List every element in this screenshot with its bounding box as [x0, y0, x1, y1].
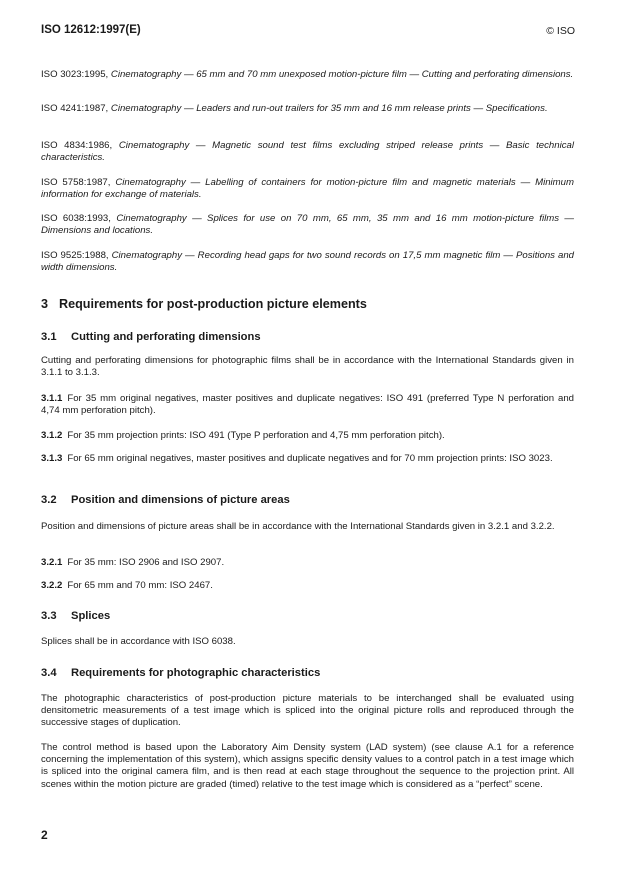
clause-3-1-1: 3.1.1 For 35 mm original negatives, master positives and duplicate negatives: ISO 491 (preferred Type N perforation and 4,74 mm perforation pitch).: [41, 393, 574, 417]
clause-3-1-3: 3.1.3 For 65 mm original negatives, master positives and duplicate negatives and for 70 mm projection prints: ISO 3023.: [41, 453, 553, 464]
clause-3-1-2: 3.1.2 For 35 mm projection prints: ISO 491 (Type P perforation and 4,75 mm perforation pitch).: [41, 430, 445, 441]
section-3-heading: 3 Requirements for post-production picture elements: [41, 297, 367, 311]
section-3-3-text: Splices shall be in accordance with ISO 6038.: [41, 636, 236, 647]
reference-iso-4241: ISO 4241:1987, Cinematography — Leaders and run-out trailers for 35 mm and 16 mm release prints — Specifications.: [41, 103, 548, 114]
page-number: 2: [41, 828, 48, 842]
section-3-1-intro: Cutting and perforating dimensions for photographic films shall be in accordance with the International Standards given in 3.1.1 to 3.1.3.: [41, 355, 574, 379]
section-3-2-heading: 3.2 Position and dimensions of picture areas: [41, 494, 290, 506]
clause-3-2-1: 3.2.1 For 35 mm: ISO 2906 and ISO 2907.: [41, 557, 225, 568]
reference-iso-5758: ISO 5758:1987, Cinematography — Labelling of containers for motion-picture film and magnetic materials — Minimum information for exchange of materials.: [41, 177, 574, 200]
section-3-2-intro: Position and dimensions of picture areas shall be in accordance with the International Standards given in 3.2.1 and 3.2.2.: [41, 521, 555, 532]
section-3-3-heading: 3.3 Splices: [41, 610, 111, 622]
document-id: ISO 12612:1997(E): [41, 24, 141, 36]
reference-iso-4834: ISO 4834:1986, Cinematography — Magnetic sound test films excluding striped release prints — Basic technical characteristics.: [41, 140, 574, 163]
reference-iso-6038: ISO 6038:1993, Cinematography — Splices for use on 70 mm, 65 mm, 35 mm and 16 mm motion-picture films — Dimensions and locations.: [41, 213, 574, 236]
reference-iso-9525: ISO 9525:1988, Cinematography — Recording head gaps for two sound records on 17,5 mm magnetic film — Positions and width dimensions.: [41, 250, 574, 273]
section-3-4-paragraph-2: The control method is based upon the Laboratory Aim Density system (LAD system) (see clause A.1 for a reference concerning the implementation of this system), which assigns specific density values to a control patch in a test image which is spliced into the original camera film, and is then read at each stage throughout the sequence to the projection print. All scenes within the motion picture are graded (timed) relative to the test image which is considered as a “perfect” scene.: [41, 742, 574, 790]
copyright-mark: © ISO: [546, 25, 575, 37]
section-3-1-heading: 3.1 Cutting and perforating dimensions: [41, 331, 261, 343]
clause-3-2-2: 3.2.2 For 65 mm and 70 mm: ISO 2467.: [41, 580, 213, 591]
section-3-4-paragraph-1: The photographic characteristics of post-production picture materials to be interchanged shall be evaluated using densitometric measurements of a test image which is spliced into the original picture rolls and reproduced through the successive stages of duplication.: [41, 693, 574, 729]
reference-iso-3023: ISO 3023:1995, Cinematography — 65 mm and 70 mm unexposed motion-picture film — Cutting and perforating dimensions.: [41, 69, 574, 80]
section-3-4-heading: 3.4 Requirements for photographic characteristics: [41, 667, 321, 679]
